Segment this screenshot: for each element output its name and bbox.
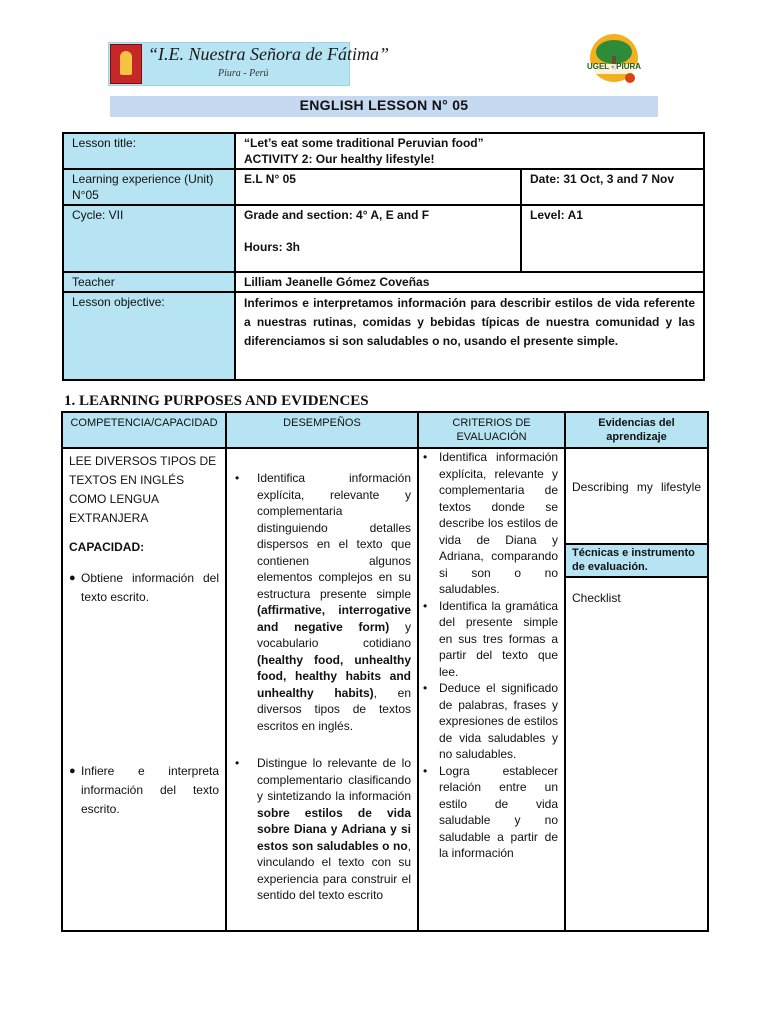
criterio-item-4: • Logra establecer relación entre un estilo de vida saludable y no saludable a partir de la información <box>423 763 558 860</box>
desempenos-cell <box>226 448 418 931</box>
bullet-icon: ● <box>69 765 76 777</box>
tecnicas-label: Técnicas e instrumento de evaluación. <box>566 543 707 578</box>
ugel-label: UGEL - PIURA <box>586 62 642 71</box>
capacidad-item-2: ● Infiere e interpreta información del texto escrito. <box>69 762 219 819</box>
desempeno-item-2: • Distingue lo relevante de lo complementario clasificando y sintetizando la información sobre estilos de vida sobre Diana y Adriana y si estos son saludables o no, vinculando el texto con su experiencia para construir el sentido del texto escrito <box>231 755 411 904</box>
learning-purposes-table <box>61 411 709 932</box>
competencia-text: LEE DIVERSOS TIPOS DE TEXTOS EN INGLÉS COMO LENGUA EXTRANJERA <box>69 454 217 525</box>
experience-label: Learning experience (Unit) N°05 <box>63 169 235 205</box>
desempeno-item-1: • Identifica información explícita, relevante y complementaria distinguiendo detalles dispersos en el texto que contienen algunos elementos complejos en su estructura presente simple (affirmative, interrogative and negative form) y vocabulario cotidiano (healthy food, unhealthy food, healthy habits and unhealthy habits), en diversos tipos de textos escritos en inglés. <box>231 470 411 734</box>
competencia-cell <box>62 448 226 931</box>
crest-figure-icon <box>120 51 132 75</box>
evidencia-text: Describing my lifestyle <box>572 480 701 494</box>
lesson-title-line2: ACTIVITY 2: Our healthy lifestyle! <box>244 152 435 166</box>
section-title: 1. LEARNING PURPOSES AND EVIDENCES <box>64 393 369 409</box>
date-value: Date: 31 Oct, 3 and 7 Nov <box>521 169 704 205</box>
bullet-icon: • <box>235 756 240 770</box>
criterio-item-3: • Deduce el significado de palabras, frases y expresiones de estilos de vida saludables y no saludables. <box>423 681 558 761</box>
header-desempenos: DESEMPEÑOS <box>226 412 418 448</box>
lesson-heading: ENGLISH LESSON N° 05 <box>299 97 469 113</box>
grade-hours-cell <box>235 205 521 272</box>
bullet-icon: ● <box>69 572 76 584</box>
ugel-piura-logo <box>586 34 642 86</box>
school-place: Piura - Perú <box>218 68 269 79</box>
cycle-label: Cycle: VII <box>63 205 235 272</box>
lesson-info-table <box>62 132 705 381</box>
bullet-icon: • <box>423 681 428 695</box>
capacidad-label: CAPACIDAD: <box>69 540 145 554</box>
lesson-title-value <box>235 133 704 169</box>
evidencias-cell <box>565 448 708 931</box>
header-evidencias: Evidencias del aprendizaje <box>565 412 708 448</box>
school-crest-logo <box>110 44 142 84</box>
lesson-title-line1: “Let’s eat some traditional Peruvian food” <box>244 136 484 150</box>
grade-value: Grade and section: 4° A, E and F <box>244 208 430 222</box>
capacidad-item-1: ● Obtiene información del texto escrito. <box>69 569 219 607</box>
bullet-icon: • <box>423 450 428 464</box>
el-value: E.L N° 05 <box>235 169 521 205</box>
criterio-item-2: • Identifica la gramática del presente simple en sus tres formas a partir del texto que lee. <box>423 598 558 679</box>
criterios-cell <box>418 448 565 931</box>
header-competencia: COMPETENCIA/CAPACIDAD <box>62 412 226 448</box>
criterio-item-1: • Identifica información explícita, relevante y complementaria de textos donde se describe los estilos de vida de Diana y Adriana, comparando si son o no saludables. <box>423 450 558 596</box>
hours-value: Hours: 3h <box>244 240 301 254</box>
instrumento-value: Checklist <box>572 591 621 605</box>
level-value: Level: A1 <box>521 205 704 272</box>
bullet-icon: • <box>235 471 240 485</box>
teacher-value: Lilliam Jeanelle Gómez Coveñas <box>235 272 704 292</box>
lesson-title-label: Lesson title: <box>63 133 235 169</box>
school-name: “I.E. Nuestra Señora de Fátima” <box>148 44 389 64</box>
bullet-icon: • <box>423 598 428 613</box>
objective-value: Inferimos e interpretamos información para describir estilos de vida referente a nuestras rutinas, comidas y bebidas típicas de nuestra comunidad y las diferenciamos si son saludables o no, usando el presente simple. <box>235 292 704 380</box>
teacher-label: Teacher <box>63 272 235 292</box>
objective-label: Lesson objective: <box>63 292 235 380</box>
bullet-icon: • <box>423 763 428 778</box>
header-criterios: CRITERIOS DE EVALUACIÓN <box>418 412 565 448</box>
